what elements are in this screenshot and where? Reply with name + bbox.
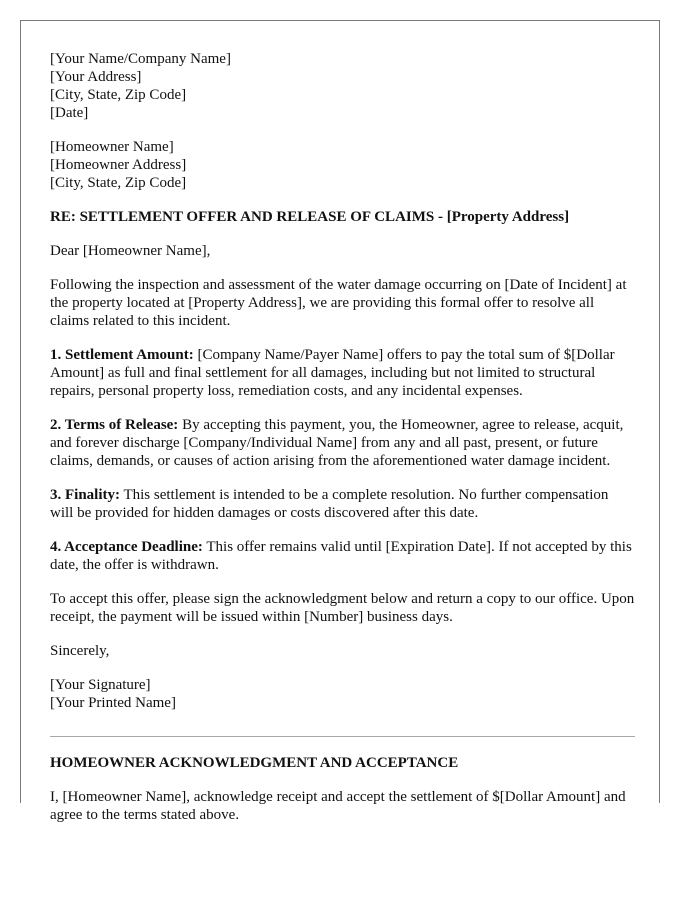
letter-page: [20, 20, 660, 823]
clause-text: This settlement is intended to be a complete resolution. No further compensation will be provided for hidden damages or costs discovered after this date.: [50, 487, 609, 521]
clause-terms-of-release: [50, 416, 635, 470]
intro-paragraph: Following the inspection and assessment of the water damage occurring on [Date of Incident] at the property located at [Property Address], we are providing this formal offer to resolve all claims related to this incident.: [50, 277, 627, 329]
salutation: Dear [Homeowner Name],: [50, 243, 211, 259]
recipient-block: [50, 138, 635, 192]
clause-text: By accepting this payment, you, the Homeowner, agree to release, acquit, and forever discharge [Company/Individual Name] from any and all past, present, or future claims, demands, or causes of action arising from the aforementioned water damage incident.: [50, 417, 624, 469]
clause-label: 1. Settlement Amount:: [50, 347, 194, 363]
recipient-address: [Homeowner Address]: [50, 157, 187, 173]
acknowledgment-text: I, [Homeowner Name], acknowledge receipt and accept the settlement of $[Dollar Amount] and agree to the terms stated above.: [50, 789, 626, 823]
subject-line: RE: SETTLEMENT OFFER AND RELEASE OF CLAIMS - [Property Address]: [50, 209, 570, 225]
sender-city-state-zip: [City, State, Zip Code]: [50, 87, 187, 103]
sender-name: [Your Name/Company Name]: [50, 51, 231, 67]
printed-name: [Your Printed Name]: [50, 695, 176, 711]
section-divider: [50, 736, 635, 737]
sender-block: [50, 50, 635, 122]
letter-date: [Date]: [50, 105, 89, 121]
clause-text: This offer remains valid until [Expiration Date]. If not accepted by this date, the offer is withdrawn.: [50, 539, 632, 573]
clause-text: [Company Name/Payer Name] offers to pay the total sum of $[Dollar Amount] as full and final settlement for all damages, including but not limited to structural repairs, personal property loss, remediation costs, and any incidental expenses.: [50, 347, 615, 399]
acknowledgment-heading: HOMEOWNER ACKNOWLEDGMENT AND ACCEPTANCE: [50, 755, 459, 771]
clause-label: 2. Terms of Release:: [50, 417, 179, 433]
sign-off: Sincerely,: [50, 643, 110, 659]
clause-label: 4. Acceptance Deadline:: [50, 539, 203, 555]
signature-line: [Your Signature]: [50, 677, 151, 693]
recipient-name: [Homeowner Name]: [50, 139, 174, 155]
clause-label: 3. Finality:: [50, 487, 120, 503]
closing-paragraph: To accept this offer, please sign the acknowledgment below and return a copy to our office. Upon receipt, the payment will be issued within [Number] business days.: [50, 591, 635, 625]
recipient-city-state-zip: [City, State, Zip Code]: [50, 175, 187, 191]
clause-acceptance-deadline: [50, 538, 635, 574]
sender-address: [Your Address]: [50, 69, 142, 85]
letter-content: [50, 50, 635, 824]
signature-block: [50, 676, 635, 712]
clause-settlement-amount: [50, 346, 635, 400]
clause-finality: [50, 486, 635, 522]
